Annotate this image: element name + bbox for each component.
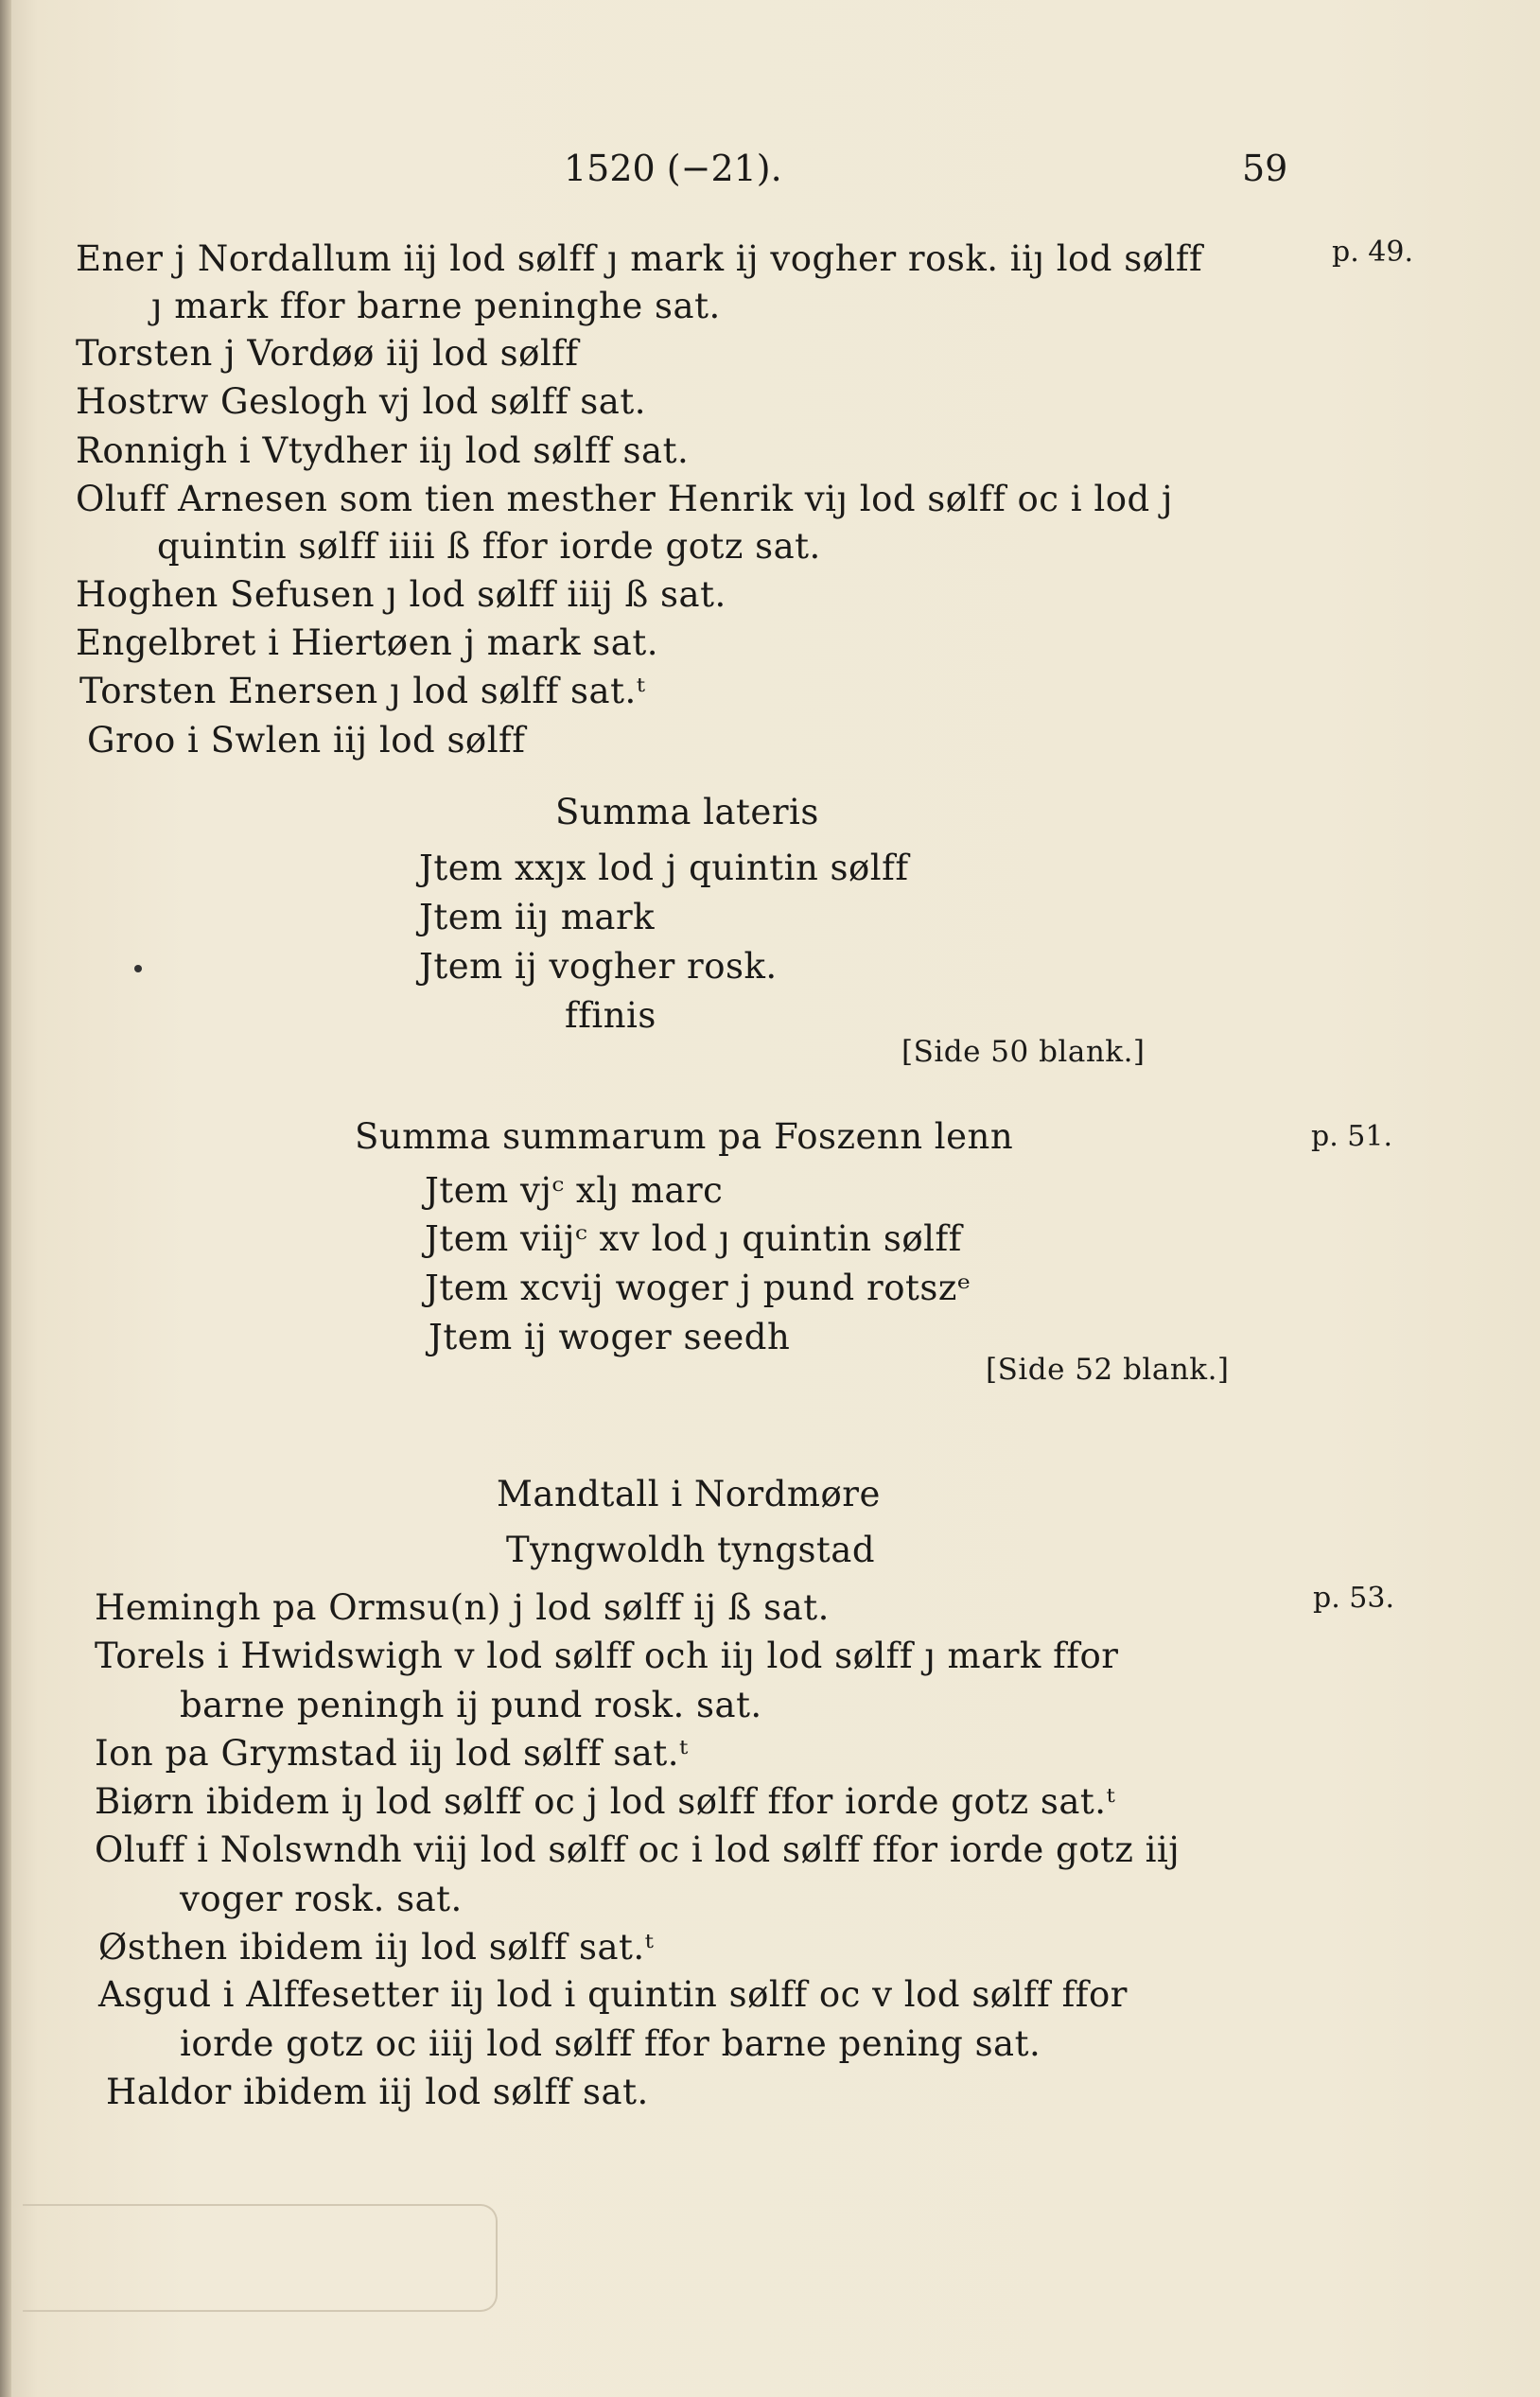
margin-note-p53: p. 53.	[1313, 1582, 1394, 1615]
entry-line: Oluff i Nolswndh viij lod sølff oc i lod sølff ffor iorde gotz iij	[95, 1829, 1181, 1870]
entry-line: Biørn ibidem iȷ lod sølff oc j lod sølff ffor iorde gotz sat.ᵗ	[95, 1781, 1116, 1822]
page-number: 59	[1242, 148, 1288, 189]
entry-line: Torsten Enersen ȷ lod sølff sat.ᵗ	[79, 671, 646, 711]
entry-line: Oluff Arnesen som tien mesther Henrik viȷ lod sølff oc i lod j	[76, 479, 1173, 519]
blank-page-note: [Side 50 blank.]	[901, 1035, 1146, 1069]
entry-line: Østhen ibidem iiȷ lod sølff sat.ᵗ	[98, 1927, 655, 1968]
entry-line: Ronnigh i Vtydher iiȷ lod sølff sat.	[76, 430, 690, 471]
section-heading: Summa lateris	[555, 792, 819, 832]
finis-word: ffinis	[565, 995, 656, 1036]
summa-line: Jtem ij vogher rosk.	[419, 946, 778, 987]
blank-page-note: [Side 52 blank.]	[986, 1353, 1230, 1387]
section-heading: Summa summarum pa Foszenn lenn	[355, 1116, 1014, 1157]
entry-line: ȷ mark ffor barne peninghe sat.	[151, 286, 721, 326]
summa-line: Jtem viijᶜ xv lod ȷ quintin sølff	[425, 1218, 962, 1259]
entry-line: quintin sølff iiii ß ffor iorde gotz sat.	[157, 526, 821, 567]
entry-line: Haldor ibidem iij lod sølff sat.	[106, 2072, 649, 2112]
entry-line: Groo i Swlen iij lod sølff	[87, 720, 526, 761]
entry-line: Hostrw Geslogh vj lod sølff sat.	[76, 381, 646, 422]
running-title: 1520 (−21).	[564, 148, 782, 189]
summa-line: Jtem xcvij woger j pund rotszᵉ	[425, 1268, 971, 1308]
page-tab-mark	[23, 2204, 498, 2312]
summa-line: Jtem ij woger seedh	[429, 1317, 791, 1357]
entry-line: Torsten j Vordøø iij lod sølff	[76, 333, 579, 374]
entry-line: Engelbret i Hiertøen j mark sat.	[76, 622, 658, 663]
ink-speck	[134, 965, 142, 972]
entry-line: Hoghen Sefusen ȷ lod sølff iiij ß sat.	[76, 574, 726, 615]
section-subheading: Tyngwoldh tyngstad	[506, 1530, 876, 1570]
entry-line: Torels i Hwidswigh v lod sølff och iiȷ lod sølff ȷ mark ffor	[95, 1636, 1119, 1676]
entry-line: Hemingh pa Ormsu(n) j lod sølff ij ß sat.	[95, 1587, 830, 1628]
margin-note-p49: p. 49.	[1332, 236, 1413, 269]
section-heading: Mandtall i Nordmøre	[497, 1474, 881, 1514]
entry-line: Asgud i Alffesetter iiȷ lod i quintin sølff oc v lod sølff ffor	[98, 1974, 1128, 2015]
margin-note-p51: p. 51.	[1311, 1120, 1392, 1153]
entry-line: Ener j Nordallum iij lod sølff ȷ mark ij vogher rosk. iiȷ lod sølff	[76, 238, 1203, 279]
summa-line: Jtem iiȷ mark	[419, 897, 656, 937]
entry-line: iorde gotz oc iiij lod sølff ffor barne pening sat.	[180, 2023, 1041, 2064]
entry-line: barne peningh ij pund rosk. sat.	[180, 1685, 762, 1725]
summa-line: Jtem vjᶜ xlȷ marc	[425, 1170, 724, 1211]
entry-line: Ion pa Grymstad iiȷ lod sølff sat.ᵗ	[95, 1733, 689, 1774]
summa-line: Jtem xxȷx lod j quintin sølff	[419, 848, 909, 888]
page-edge	[0, 0, 11, 2397]
entry-line: voger rosk. sat.	[180, 1879, 463, 1919]
